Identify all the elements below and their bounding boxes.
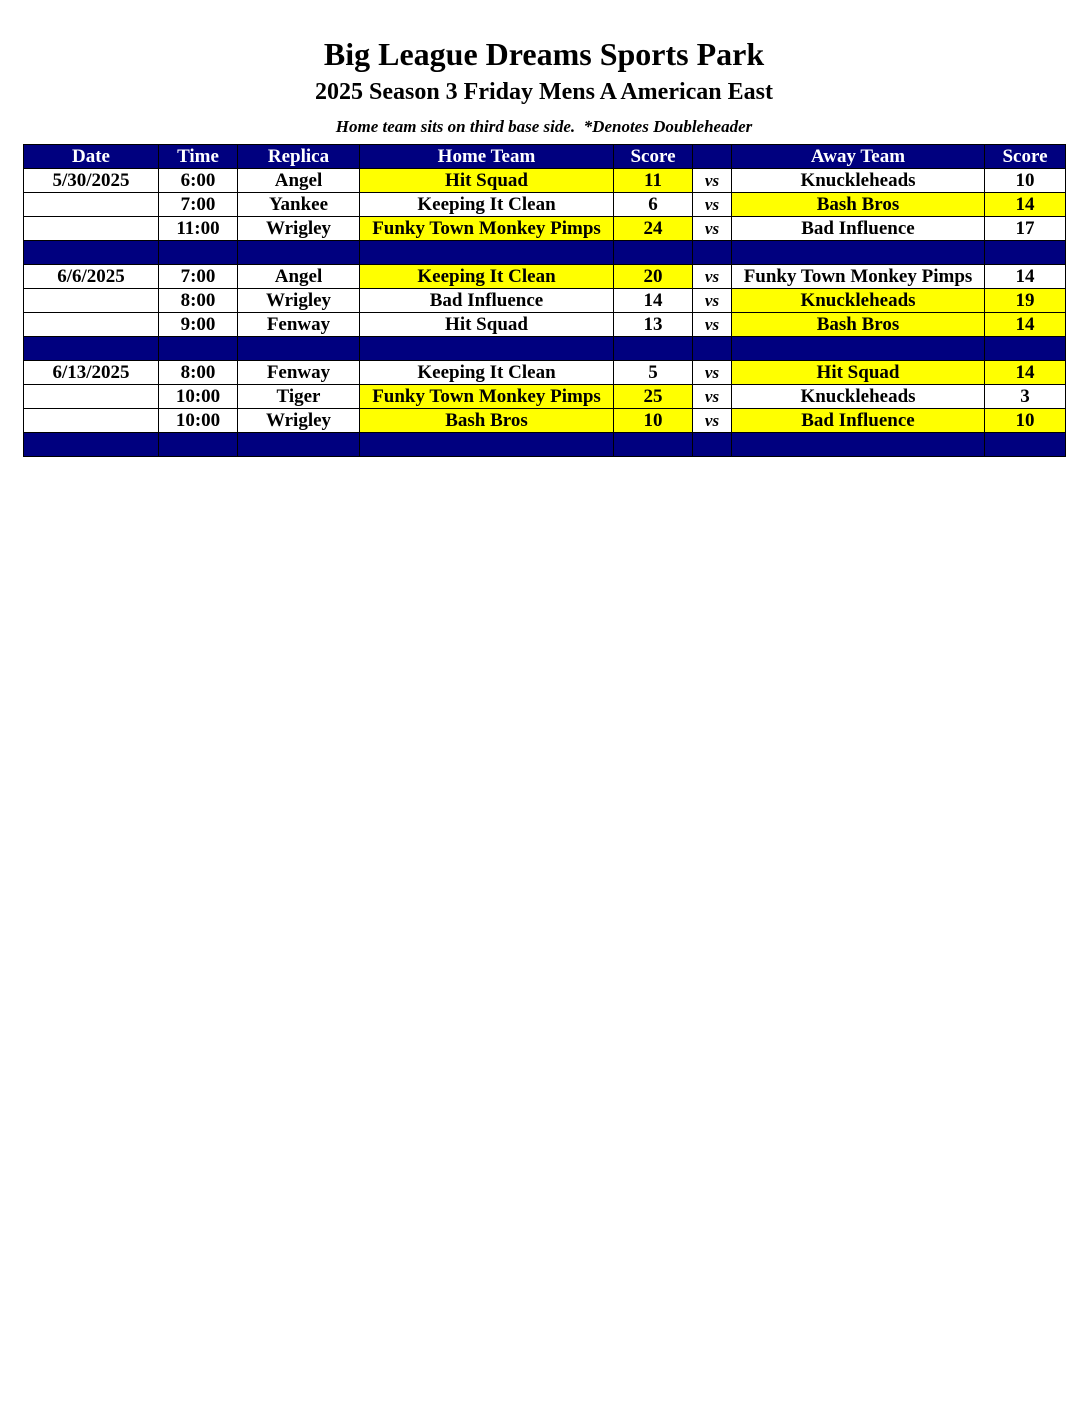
week-separator-row bbox=[24, 433, 1066, 457]
table-row bbox=[24, 385, 1066, 409]
column-header-date: Date bbox=[24, 145, 159, 169]
table-row bbox=[24, 217, 1066, 241]
cell-date bbox=[24, 217, 159, 241]
cell-time: 7:00 bbox=[159, 193, 238, 217]
cell-home-score: 6 bbox=[614, 193, 693, 217]
cell-replica: Fenway bbox=[238, 361, 360, 385]
cell-home-team: Keeping It Clean bbox=[360, 361, 614, 385]
page-title: Big League Dreams Sports Park bbox=[323, 36, 765, 72]
cell-time: 10:00 bbox=[159, 409, 238, 433]
cell-date bbox=[24, 385, 159, 409]
cell-home-team: Bad Influence bbox=[360, 289, 614, 313]
week-separator-row bbox=[24, 241, 1066, 265]
cell-replica: Tiger bbox=[238, 385, 360, 409]
cell-away-team: Funky Town Monkey Pimps bbox=[732, 265, 985, 289]
table-row bbox=[24, 409, 1066, 433]
cell-home-score: 5 bbox=[614, 361, 693, 385]
cell-vs: vs bbox=[693, 409, 732, 433]
cell-vs: vs bbox=[693, 313, 732, 337]
cell-away-score: 10 bbox=[985, 409, 1066, 433]
cell-vs: vs bbox=[693, 361, 732, 385]
cell-away-team: Bad Influence bbox=[732, 217, 985, 241]
cell-home-team: Funky Town Monkey Pimps bbox=[360, 217, 614, 241]
cell-time: 9:00 bbox=[159, 313, 238, 337]
cell-away-team: Bad Influence bbox=[732, 409, 985, 433]
cell-away-team: Hit Squad bbox=[732, 361, 985, 385]
cell-away-team: Bash Bros bbox=[732, 313, 985, 337]
cell-away-score: 14 bbox=[985, 265, 1066, 289]
cell-home-team: Bash Bros bbox=[360, 409, 614, 433]
column-header-replica: Replica bbox=[238, 145, 360, 169]
cell-home-team: Hit Squad bbox=[360, 169, 614, 193]
cell-date: 6/6/2025 bbox=[24, 265, 159, 289]
cell-date bbox=[24, 409, 159, 433]
cell-vs: vs bbox=[693, 217, 732, 241]
cell-home-score: 25 bbox=[614, 385, 693, 409]
cell-replica: Wrigley bbox=[238, 409, 360, 433]
cell-away-score: 14 bbox=[985, 361, 1066, 385]
cell-home-score: 11 bbox=[614, 169, 693, 193]
cell-date bbox=[24, 313, 159, 337]
cell-vs: vs bbox=[693, 385, 732, 409]
cell-vs: vs bbox=[693, 169, 732, 193]
cell-time: 8:00 bbox=[159, 289, 238, 313]
cell-away-score: 10 bbox=[985, 169, 1066, 193]
cell-away-score: 17 bbox=[985, 217, 1066, 241]
cell-date: 6/13/2025 bbox=[24, 361, 159, 385]
cell-time: 6:00 bbox=[159, 169, 238, 193]
league-subtitle: 2025 Season 3 Friday Mens A American East bbox=[314, 79, 773, 105]
cell-date bbox=[24, 289, 159, 313]
cell-replica: Yankee bbox=[238, 193, 360, 217]
cell-date bbox=[24, 193, 159, 217]
cell-replica: Wrigley bbox=[238, 289, 360, 313]
cell-time: 10:00 bbox=[159, 385, 238, 409]
cell-home-score: 14 bbox=[614, 289, 693, 313]
cell-away-team: Knuckleheads bbox=[732, 385, 985, 409]
cell-home-score: 24 bbox=[614, 217, 693, 241]
table-row bbox=[24, 289, 1066, 313]
cell-replica: Fenway bbox=[238, 313, 360, 337]
table-row bbox=[24, 265, 1066, 289]
cell-vs: vs bbox=[693, 289, 732, 313]
column-header-away-score: Score bbox=[985, 145, 1066, 169]
cell-home-team: Keeping It Clean bbox=[360, 193, 614, 217]
cell-date: 5/30/2025 bbox=[24, 169, 159, 193]
cell-away-score: 14 bbox=[985, 313, 1066, 337]
cell-time: 7:00 bbox=[159, 265, 238, 289]
column-header-home-score: Score bbox=[614, 145, 693, 169]
table-row bbox=[24, 361, 1066, 385]
cell-away-score: 14 bbox=[985, 193, 1066, 217]
week-separator-row bbox=[24, 337, 1066, 361]
schedule-note: Home team sits on third base side. *Denotes Doubleheader bbox=[335, 117, 753, 136]
cell-replica: Angel bbox=[238, 265, 360, 289]
cell-away-score: 19 bbox=[985, 289, 1066, 313]
column-header-vs bbox=[693, 145, 732, 169]
cell-away-team: Knuckleheads bbox=[732, 289, 985, 313]
table-row bbox=[24, 313, 1066, 337]
cell-away-team: Bash Bros bbox=[732, 193, 985, 217]
cell-replica: Angel bbox=[238, 169, 360, 193]
cell-home-team: Funky Town Monkey Pimps bbox=[360, 385, 614, 409]
cell-vs: vs bbox=[693, 193, 732, 217]
table-row bbox=[24, 193, 1066, 217]
table-header-row bbox=[24, 145, 1066, 169]
cell-time: 11:00 bbox=[159, 217, 238, 241]
cell-home-score: 20 bbox=[614, 265, 693, 289]
table-row bbox=[24, 169, 1066, 193]
cell-home-score: 10 bbox=[614, 409, 693, 433]
column-header-home-team: Home Team bbox=[360, 145, 614, 169]
column-header-away-team: Away Team bbox=[732, 145, 985, 169]
cell-replica: Wrigley bbox=[238, 217, 360, 241]
cell-away-score: 3 bbox=[985, 385, 1066, 409]
cell-home-team: Keeping It Clean bbox=[360, 265, 614, 289]
schedule-table bbox=[23, 144, 1066, 457]
cell-time: 8:00 bbox=[159, 361, 238, 385]
column-header-time: Time bbox=[159, 145, 238, 169]
cell-home-team: Hit Squad bbox=[360, 313, 614, 337]
cell-away-team: Knuckleheads bbox=[732, 169, 985, 193]
cell-home-score: 13 bbox=[614, 313, 693, 337]
cell-vs: vs bbox=[693, 265, 732, 289]
